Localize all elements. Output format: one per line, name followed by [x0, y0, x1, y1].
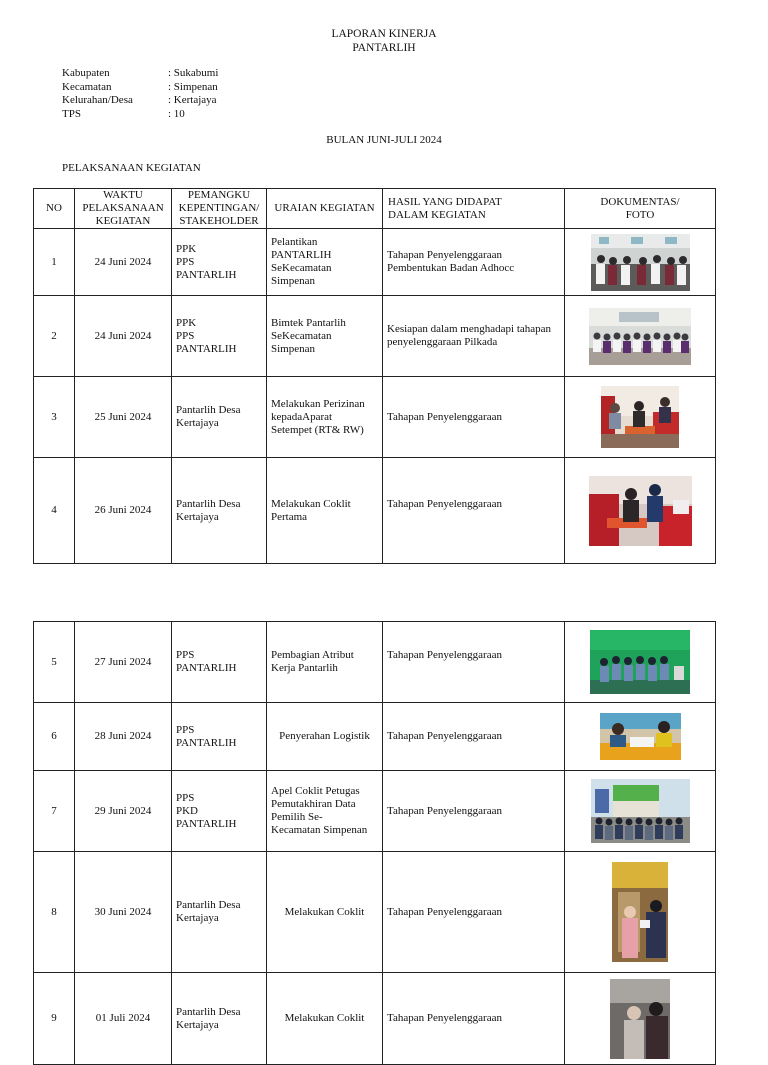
row-uraian: Melakukan Perizinan kepadaAparat Setempet (RT& RW)	[267, 377, 383, 458]
table-row	[34, 458, 716, 564]
row-date: 27 Juni 2024	[75, 622, 172, 703]
info-value: : 10	[168, 107, 185, 120]
report-title: LAPORAN KINERJA	[331, 28, 437, 40]
coklit-door-photo	[612, 862, 668, 962]
row-uraian: Pembagian Atribut Kerja Pantarlih	[267, 622, 383, 703]
table-header-row	[34, 189, 716, 229]
info-block	[62, 67, 218, 121]
table-row	[34, 852, 716, 973]
row-stakeholder: PPK PPS PANTARLIH	[172, 296, 267, 377]
row-photo	[565, 852, 716, 973]
row-hasil: Tahapan Penyelenggaraan	[383, 703, 565, 771]
info-label: TPS	[62, 107, 81, 120]
info-row-kecamatan	[62, 81, 218, 95]
row-no: 3	[34, 377, 75, 458]
row-hasil: Tahapan Penyelenggaraan	[383, 771, 565, 852]
table-row	[34, 973, 716, 1065]
row-stakeholder: PPS PANTARLIH	[172, 622, 267, 703]
row-uraian: Melakukan Coklit	[267, 852, 383, 973]
row-date: 26 Juni 2024	[75, 458, 172, 564]
header-waktu: WAKTU PELAKSANAAN KEGIATAN	[75, 189, 172, 229]
row-no: 1	[34, 229, 75, 296]
row-stakeholder: Pantarlih Desa Kertajaya	[172, 458, 267, 564]
row-hasil: Tahapan Penyelenggaraan	[383, 458, 565, 564]
meeting-hall-photo	[591, 234, 690, 291]
logistics-photo	[600, 713, 681, 760]
apel-photo	[591, 779, 690, 843]
row-no: 7	[34, 771, 75, 852]
row-stakeholder: Pantarlih Desa Kertajaya	[172, 852, 267, 973]
info-label: Kelurahan/Desa	[62, 94, 133, 106]
row-date: 24 Juni 2024	[75, 296, 172, 377]
row-hasil: Tahapan Penyelenggaraan Pembentukan Badan Adhocc	[383, 229, 565, 296]
row-no: 6	[34, 703, 75, 771]
row-no: 4	[34, 458, 75, 564]
row-date: 29 Juni 2024	[75, 771, 172, 852]
row-no: 8	[34, 852, 75, 973]
row-uraian: Melakukan Coklit Pertama	[267, 458, 383, 564]
row-uraian: Bimtek Pantarlih SeKecamatan Simpenan	[267, 296, 383, 377]
row-uraian: Apel Coklit Petugas Pemutakhiran Data Pemilih Se- Kecamatan Simpenan	[267, 771, 383, 852]
table-row	[34, 771, 716, 852]
row-hasil: Tahapan Penyelenggaraan	[383, 377, 565, 458]
row-no: 5	[34, 622, 75, 703]
row-stakeholder: Pantarlih Desa Kertajaya	[172, 377, 267, 458]
row-photo	[565, 622, 716, 703]
row-hasil: Tahapan Penyelenggaraan	[383, 973, 565, 1065]
row-photo	[565, 229, 716, 296]
report-subtitle: PANTARLIH	[352, 42, 416, 54]
table-row	[34, 703, 716, 771]
row-stakeholder: PPK PPS PANTARLIH	[172, 229, 267, 296]
info-value: : Kertajaya	[168, 94, 217, 106]
row-stakeholder: PPS PKD PANTARLIH	[172, 771, 267, 852]
attribute-photo	[590, 630, 690, 694]
row-hasil: Kesiapan dalam menghadapi tahapan penyelenggaraan Pilkada	[383, 296, 565, 377]
row-photo	[565, 973, 716, 1065]
table-row	[34, 296, 716, 377]
header-no: NO	[34, 189, 75, 229]
row-no: 2	[34, 296, 75, 377]
coklit-july-photo	[610, 979, 670, 1059]
section-title: PELAKSANAAN KEGIATAN	[62, 162, 201, 174]
info-label: Kecamatan	[62, 80, 112, 93]
table-row	[34, 622, 716, 703]
row-uraian: Pelantikan PANTARLIH SeKecamatan Simpenan	[267, 229, 383, 296]
row-date: 25 Juni 2024	[75, 377, 172, 458]
row-hasil: Tahapan Penyelenggaraan	[383, 622, 565, 703]
row-photo	[565, 377, 716, 458]
info-row-tps	[62, 108, 218, 122]
table-row	[34, 229, 716, 296]
period-title: BULAN JUNI-JULI 2024	[326, 134, 442, 146]
permit-visit-photo	[601, 386, 679, 448]
coklit-first-photo	[589, 476, 692, 546]
row-no: 9	[34, 973, 75, 1065]
row-stakeholder: PPS PANTARLIH	[172, 703, 267, 771]
row-date: 01 Juli 2024	[75, 973, 172, 1065]
row-uraian: Melakukan Coklit	[267, 973, 383, 1065]
info-value: : Simpenan	[168, 80, 218, 93]
activity-table-part1	[33, 188, 716, 564]
header-hasil: HASIL YANG DIDAPAT DALAM KEGIATAN	[383, 189, 565, 229]
row-photo	[565, 296, 716, 377]
row-hasil: Tahapan Penyelenggaraan	[383, 852, 565, 973]
info-row-kelurahan	[62, 94, 218, 108]
row-photo	[565, 771, 716, 852]
header-pemangku: PEMANGKU KEPENTINGAN/ STAKEHOLDER	[172, 189, 267, 229]
training-photo	[589, 308, 691, 365]
header-dokumentasi: DOKUMENTAS/ FOTO	[565, 189, 716, 229]
row-uraian: Penyerahan Logistik	[267, 703, 383, 771]
row-date: 24 Juni 2024	[75, 229, 172, 296]
row-date: 30 Juni 2024	[75, 852, 172, 973]
row-date: 28 Juni 2024	[75, 703, 172, 771]
activity-table-part2	[33, 621, 716, 1065]
table-row	[34, 377, 716, 458]
row-photo	[565, 703, 716, 771]
info-label: Kabupaten	[62, 67, 110, 79]
header-uraian: URAIAN KEGIATAN	[267, 189, 383, 229]
row-photo	[565, 458, 716, 564]
row-stakeholder: Pantarlih Desa Kertajaya	[172, 973, 267, 1065]
info-value: : Sukabumi	[168, 67, 219, 79]
info-row-kabupaten	[62, 67, 218, 81]
